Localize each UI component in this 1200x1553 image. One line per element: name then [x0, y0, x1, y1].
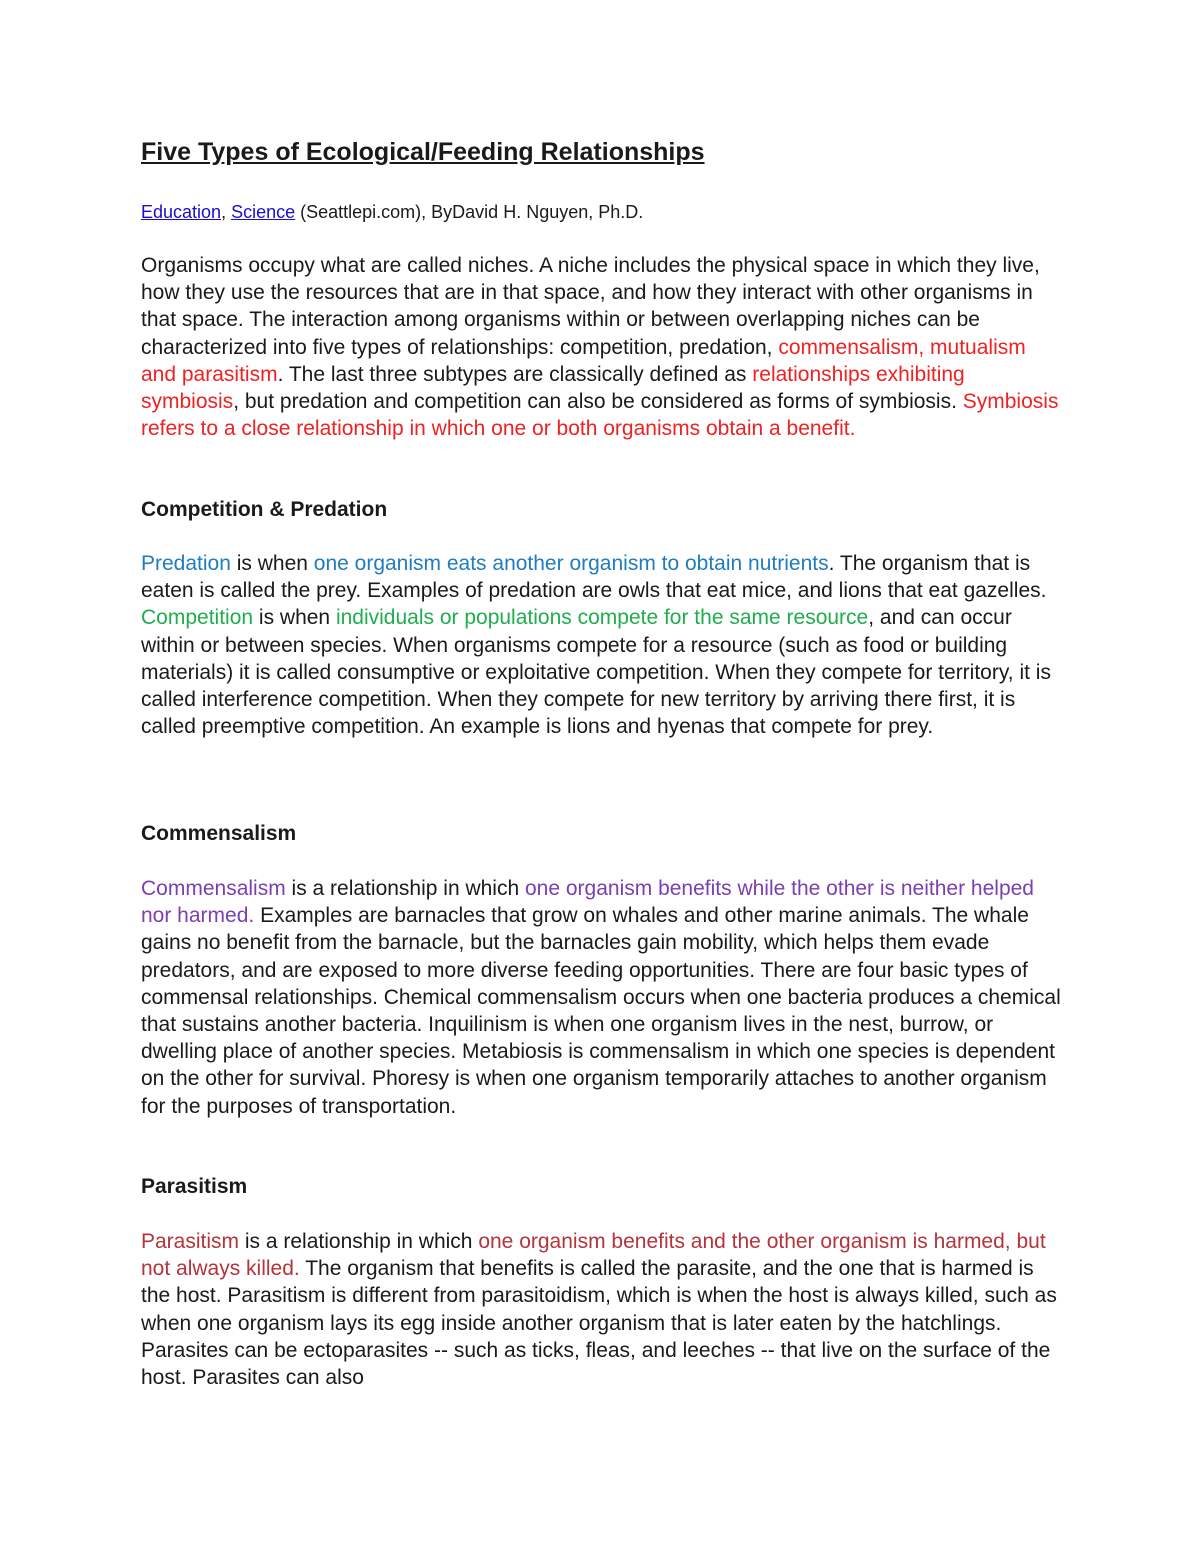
parasitism-term: Parasitism	[141, 1230, 240, 1253]
competition-text-4: , and can occur within or between species. When organisms compete for a resource (such as food or building materials) it is called consumptive or exploitative competition. When they compete for territory, it is called interference competition. When they compete for new territory by arriving there first, it is called preemptive competition. An example is lions and hyenas that compete for prey.	[141, 606, 1051, 739]
intro-highlight-definition: Symbiosis refers to a close relationship in which one or both organisms obtain a benefit.	[141, 390, 1059, 441]
science-link[interactable]: Science	[231, 202, 296, 222]
parasitism-text-2: The organism that benefits is called the parasite, and the one that is harmed is the host. Parasitism is different from parasitoidism, which is when the host is always killed, such as when one organism lays its egg inside another organism that is later eaten by the hatchlings. Parasites can be ectoparasites -- such as ticks, fleas, and leeches -- that live on the surface of the host. Parasites can also	[141, 1257, 1057, 1390]
byline	[141, 200, 643, 224]
intro-text-2: . The last three subtypes are classically defined as	[277, 362, 753, 386]
intro-highlight-relationships: commensalism, mutualism and parasitism	[141, 335, 1026, 386]
education-link[interactable]: Education	[141, 202, 222, 222]
competition-definition: individuals or populations compete for the same resource	[335, 606, 869, 630]
intro-text-1: Organisms occupy what are called niches. A niche includes the physical space in which they live, how they use the resources that are in that space, and how they interact with other organisms in that space. The interaction among organisms within or between overlapping niches can be characterized into five types of relationships: competition, predation,	[141, 254, 1040, 359]
intro-highlight-symbiosis: relationships exhibiting symbiosis	[141, 362, 965, 414]
competition-paragraph	[141, 550, 1066, 740]
competition-text-2: . The organism that is eaten is called the prey. Examples of predation are owls that eat mice, and lions that eat gazelles.	[141, 552, 1047, 603]
commensalism-text-2: Examples are barnacles that grow on whales and other marine animals. The whale gains no benefit from the barnacle, but the barnacles gain mobility, which helps them evade predators, and are exposed to more diverse feeding opportunities. There are four basic types of commensal relationships. Chemical commensalism occurs when one bacteria produces a chemical that sustains another bacteria. Inquilinism is when one organism lives in the nest, burrow, or dwelling place of another species. Metabiosis is commensalism in which one species is dependent on the other for survival. Phoresy is when one organism temporarily attaches to another organism for the purposes of transportation.	[141, 904, 1061, 1118]
predation-term: Predation	[141, 552, 231, 575]
intro-text-3: , but predation and competition can also be considered as forms of symbiosis.	[233, 390, 963, 414]
predation-definition: one organism eats another organism to obtain nutrients	[313, 552, 829, 575]
byline-separator: ,	[221, 202, 232, 222]
competition-text-1: is when	[230, 552, 314, 575]
parasitism-definition: one organism benefits and the other organism is harmed, but not always killed.	[141, 1230, 1046, 1281]
section-heading-competition: Competition & Predation	[141, 498, 388, 521]
intro-paragraph	[141, 252, 1066, 442]
byline-source-author: (Seattlepi.com), ByDavid H. Nguyen, Ph.D.	[295, 202, 644, 222]
document-title: Five Types of Ecological/Feeding Relationships	[141, 138, 705, 166]
parasitism-text-1: is a relationship in which	[239, 1230, 479, 1253]
parasitism-paragraph	[141, 1228, 1066, 1391]
commensalism-definition: one organism benefits while the other is neither helped nor harmed.	[141, 877, 1034, 928]
competition-text-3: is when	[253, 606, 336, 630]
commensalism-paragraph	[141, 875, 1066, 1120]
section-heading-parasitism: Parasitism	[141, 1175, 248, 1198]
competition-term: Competition	[141, 606, 254, 630]
commensalism-term: Commensalism	[141, 877, 286, 900]
section-heading-commensalism: Commensalism	[141, 822, 297, 845]
commensalism-text-1: is a relationship in which	[285, 877, 525, 900]
